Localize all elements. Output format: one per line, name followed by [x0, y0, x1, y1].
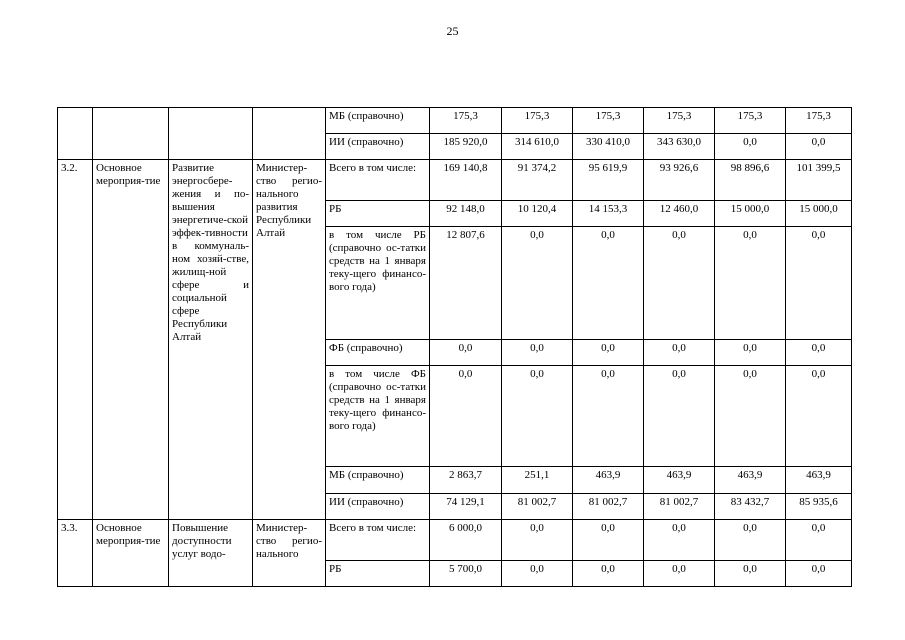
value-cell: 81 002,7 — [573, 494, 644, 520]
budget-table — [57, 107, 852, 587]
funding-source-cell: ИИ (справочно) — [326, 134, 430, 160]
value-cell: 0,0 — [715, 561, 786, 587]
page-number: 25 — [446, 24, 459, 38]
value-cell: 14 153,3 — [573, 201, 644, 227]
value-cell: 15 000,0 — [715, 201, 786, 227]
empty-cell — [169, 108, 253, 160]
value-cell: 0,0 — [573, 227, 644, 340]
event-name: Повышение доступности услуг водо- — [169, 520, 253, 587]
funding-source-cell: в том числе РБ (справочно ос-татки средств на 1 января теку-щего финансо-вого года) — [326, 227, 430, 340]
value-cell: 0,0 — [644, 340, 715, 366]
funding-source-cell: МБ (справочно) — [326, 108, 430, 134]
value-cell: 343 630,0 — [644, 134, 715, 160]
value-cell: 0,0 — [502, 340, 573, 366]
value-cell: 6 000,0 — [430, 520, 502, 561]
funding-source-cell: ИИ (справочно) — [326, 494, 430, 520]
funding-source-cell: Всего в том числе: — [326, 520, 430, 561]
value-cell: 92 148,0 — [430, 201, 502, 227]
value-cell: 0,0 — [786, 366, 852, 467]
value-cell: 0,0 — [715, 134, 786, 160]
value-cell: 12 807,6 — [430, 227, 502, 340]
executor: Министер-ство регио-нального — [253, 520, 326, 587]
value-cell: 251,1 — [502, 467, 573, 494]
value-cell: 175,3 — [786, 108, 852, 134]
value-cell: 85 935,6 — [786, 494, 852, 520]
value-cell: 0,0 — [715, 340, 786, 366]
event-type: Основное мероприя-тие — [93, 520, 169, 587]
value-cell: 0,0 — [502, 227, 573, 340]
funding-source-cell: в том числе ФБ (справочно ос-татки средств на 1 января теку-щего финансо-вого года) — [326, 366, 430, 467]
value-cell: 0,0 — [715, 366, 786, 467]
value-cell: 175,3 — [502, 108, 573, 134]
executor: Министер-ство регио-нального развития Республики Алтай — [253, 160, 326, 520]
value-cell: 81 002,7 — [644, 494, 715, 520]
value-cell: 463,9 — [786, 467, 852, 494]
value-cell: 12 460,0 — [644, 201, 715, 227]
value-cell: 0,0 — [502, 366, 573, 467]
value-cell: 0,0 — [715, 227, 786, 340]
item-number: 3.3. — [58, 520, 93, 587]
value-cell: 0,0 — [786, 520, 852, 561]
value-cell: 175,3 — [715, 108, 786, 134]
value-cell: 95 619,9 — [573, 160, 644, 201]
value-cell: 0,0 — [786, 561, 852, 587]
value-cell: 185 920,0 — [430, 134, 502, 160]
value-cell: 5 700,0 — [430, 561, 502, 587]
value-cell: 0,0 — [430, 366, 502, 467]
value-cell: 0,0 — [502, 561, 573, 587]
value-cell: 0,0 — [502, 520, 573, 561]
value-cell: 0,0 — [644, 561, 715, 587]
value-cell: 98 896,6 — [715, 160, 786, 201]
value-cell: 81 002,7 — [502, 494, 573, 520]
value-cell: 0,0 — [786, 134, 852, 160]
funding-source-cell: РБ — [326, 561, 430, 587]
empty-cell — [253, 108, 326, 160]
event-name: Развитие энергосбере-жения и по-вышения энергетиче-ской эффек-тивности в коммуналь-ном хозяй-стве, жилищ-ной сфере и социальной сфере Республики Алтай — [169, 160, 253, 520]
value-cell: 0,0 — [786, 227, 852, 340]
value-cell: 0,0 — [715, 520, 786, 561]
value-cell: 101 399,5 — [786, 160, 852, 201]
value-cell: 463,9 — [644, 467, 715, 494]
value-cell: 0,0 — [786, 340, 852, 366]
value-cell: 330 410,0 — [573, 134, 644, 160]
empty-cell — [93, 108, 169, 160]
table-row — [58, 160, 852, 201]
item-number: 3.2. — [58, 160, 93, 520]
value-cell: 0,0 — [430, 340, 502, 366]
value-cell: 91 374,2 — [502, 160, 573, 201]
funding-source-cell: РБ — [326, 201, 430, 227]
value-cell: 314 610,0 — [502, 134, 573, 160]
value-cell: 0,0 — [573, 520, 644, 561]
empty-cell — [58, 108, 93, 160]
value-cell: 169 140,8 — [430, 160, 502, 201]
value-cell: 83 432,7 — [715, 494, 786, 520]
value-cell: 175,3 — [644, 108, 715, 134]
funding-source-cell: Всего в том числе: — [326, 160, 430, 201]
funding-source-cell: ФБ (справочно) — [326, 340, 430, 366]
value-cell: 15 000,0 — [786, 201, 852, 227]
value-cell: 463,9 — [715, 467, 786, 494]
funding-source-cell: МБ (справочно) — [326, 467, 430, 494]
value-cell: 0,0 — [573, 340, 644, 366]
value-cell: 175,3 — [430, 108, 502, 134]
value-cell: 74 129,1 — [430, 494, 502, 520]
value-cell: 0,0 — [573, 366, 644, 467]
value-cell: 93 926,6 — [644, 160, 715, 201]
value-cell: 0,0 — [644, 227, 715, 340]
table-row — [58, 520, 852, 561]
table-row — [58, 108, 852, 134]
value-cell: 2 863,7 — [430, 467, 502, 494]
value-cell: 10 120,4 — [502, 201, 573, 227]
value-cell: 0,0 — [573, 561, 644, 587]
value-cell: 463,9 — [573, 467, 644, 494]
value-cell: 0,0 — [644, 366, 715, 467]
value-cell: 0,0 — [644, 520, 715, 561]
event-type: Основное мероприя-тие — [93, 160, 169, 520]
value-cell: 175,3 — [573, 108, 644, 134]
